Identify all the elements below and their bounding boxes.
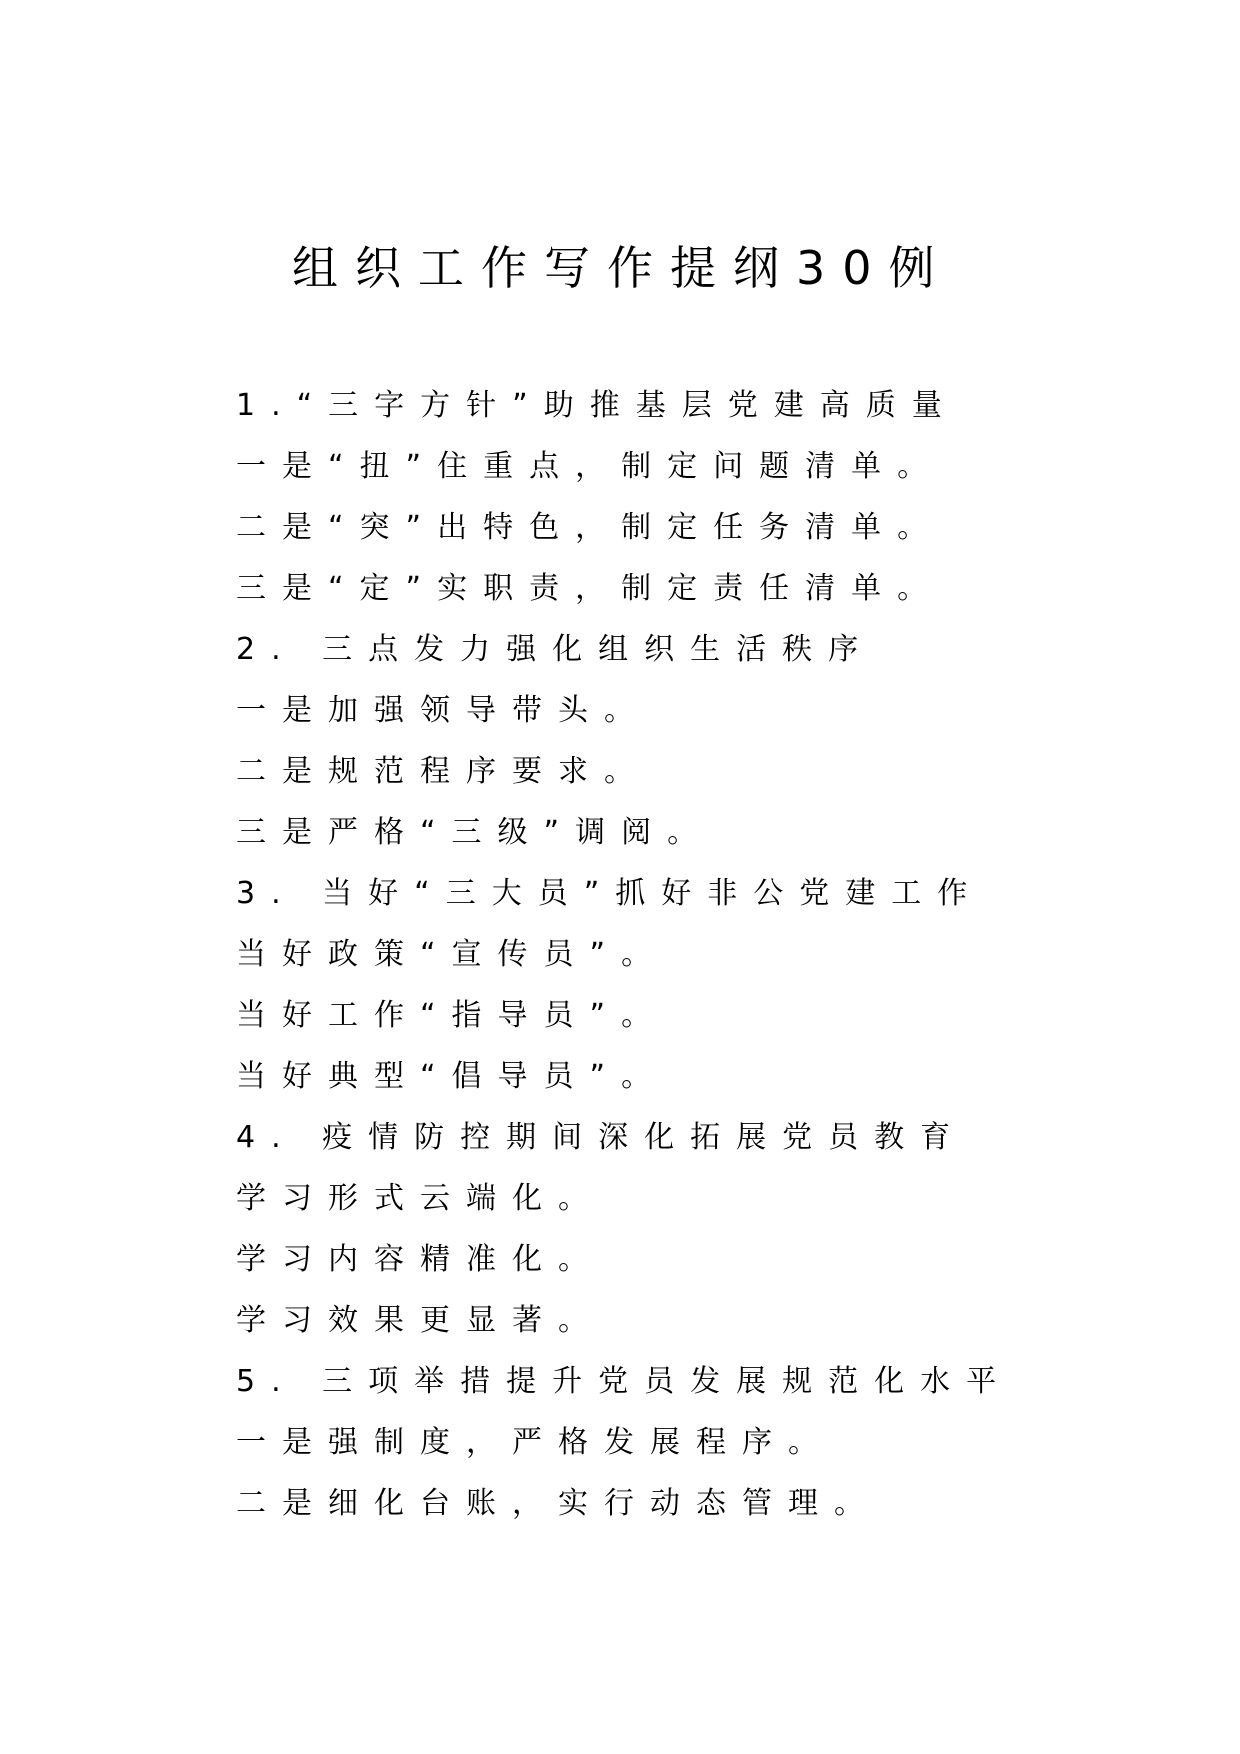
list-item: 学习形式云端化。 [236, 1181, 604, 1216]
list-item: 当好典型“倡导员”。 [236, 1059, 668, 1094]
list-item: 三是“定”实职责，制定责任清单。 [236, 571, 944, 606]
list-item: 一是“扭”住重点，制定问题清单。 [236, 449, 944, 484]
section-heading-1: 1.“三字方针”助推基层党建高质量 [236, 388, 958, 423]
list-item: 学习效果更显著。 [236, 1303, 604, 1338]
list-item: 三是严格“三级”调阅。 [236, 815, 714, 850]
section-heading-3: 3. 当好“三大员”抓好非公党建工作 [236, 876, 984, 911]
section-heading-5: 5. 三项举措提升党员发展规范化水平 [236, 1364, 1013, 1399]
section-heading-2: 2. 三点发力强化组织生活秩序 [236, 632, 875, 667]
list-item: 一是加强领导带头。 [236, 693, 650, 728]
list-item: 一是强制度，严格发展程序。 [236, 1425, 834, 1460]
list-item: 当好政策“宣传员”。 [236, 937, 668, 972]
list-item: 二是“突”出特色，制定任务清单。 [236, 510, 944, 545]
list-item: 二是规范程序要求。 [236, 754, 650, 789]
list-item: 二是细化台账，实行动态管理。 [236, 1486, 880, 1521]
section-heading-4: 4. 疫情防控期间深化拓展党员教育 [236, 1120, 967, 1155]
list-item: 当好工作“指导员”。 [236, 998, 668, 1033]
document-title: 组织工作写作提纲30例 [292, 241, 952, 295]
document-body [236, 375, 1012, 1534]
list-item: 学习内容精准化。 [236, 1242, 604, 1277]
